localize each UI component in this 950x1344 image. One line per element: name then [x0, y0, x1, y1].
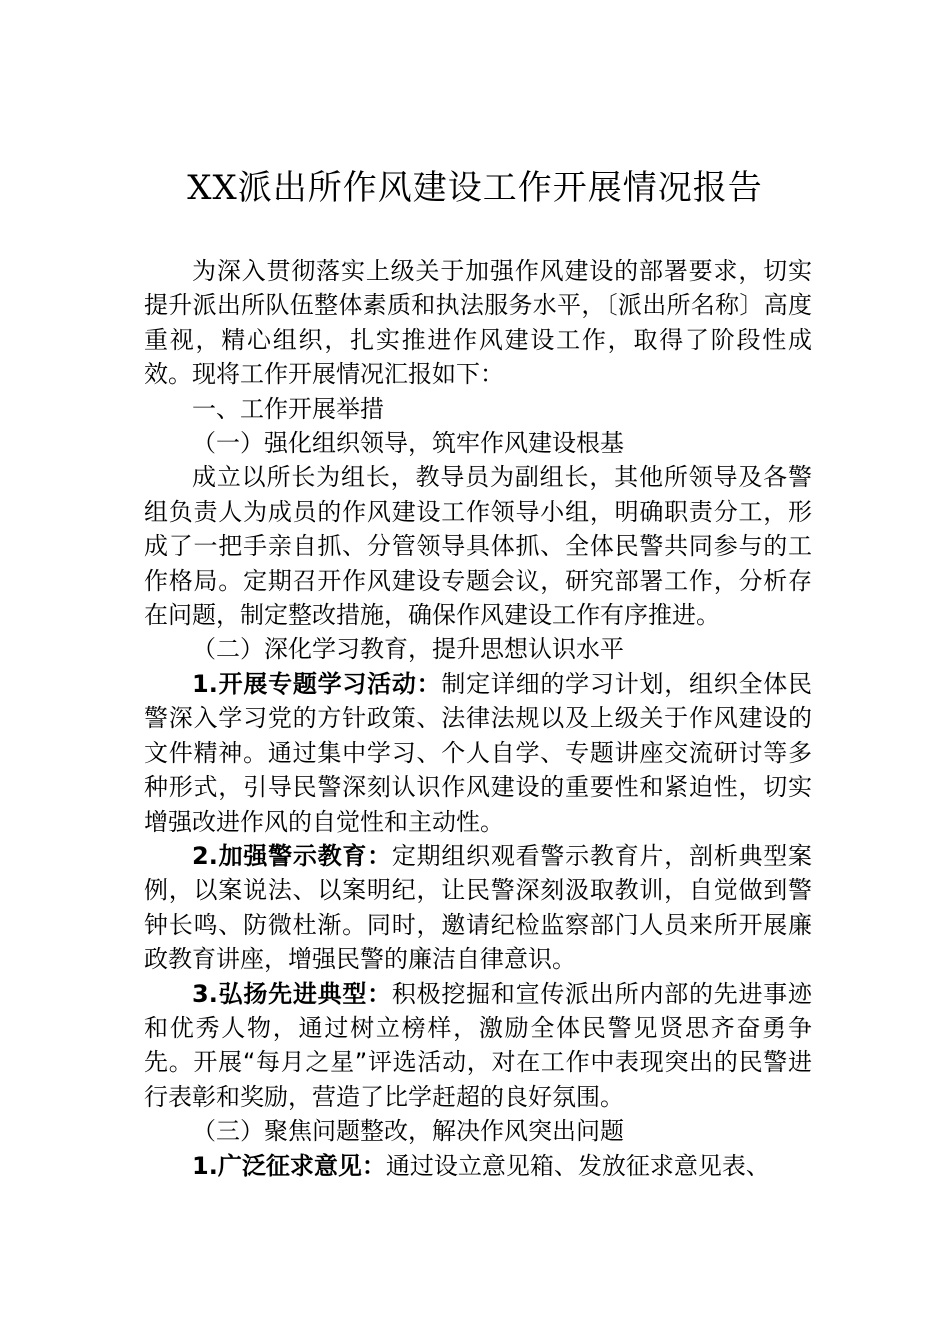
paragraph-lead: 3.弘扬先进典型：: [192, 979, 392, 1008]
heading-text: （一）强化组织领导，筑牢作风建设根基: [192, 429, 624, 458]
paragraph-text: 制定详细的学习计划，组织全体民警深入学习党的方针政策、法律法规以及上级关于作风建设的文件精神。通过集中学习、个人自学、专题讲座交流研讨等多种形式，引导民警深刻认识作风建设的重要性和紧迫性，切实增强改进作风的自觉性和主动性。: [144, 669, 812, 836]
numbered-paragraph: [144, 667, 812, 839]
numbered-paragraph: [144, 977, 812, 1115]
subsection-heading: [144, 426, 812, 460]
numbered-paragraph: [144, 1149, 812, 1183]
subsection-heading: [144, 632, 812, 666]
heading-text: （三）聚焦问题整改，解决作风突出问题: [192, 1117, 624, 1146]
paragraph-text: 定期组织观看警示教育片，剖析典型案例，以案说法、以案明纪，让民警深刻汲取教训，自觉做到警钟长鸣、防微杜渐。同时，邀请纪检监察部门人员来所开展廉政教育讲座，增强民警的廉洁自律意识。: [144, 841, 812, 974]
paragraph-text: 积极挖掘和宣传派出所内部的先进事迹和优秀人物，通过树立榜样，激励全体民警见贤思齐奋勇争先。开展“每月之星”评选活动，对在工作中表现突出的民警进行表彰和奖励，营造了比学赶超的良好氛围。: [144, 979, 812, 1111]
heading-text: （二）深化学习教育，提升思想认识水平: [192, 635, 624, 664]
numbered-paragraph: [144, 839, 812, 977]
paragraph-text: 通过设立意见箱、发放征求意见表、: [385, 1151, 770, 1180]
paragraph-lead: 2.加强警示教育：: [192, 841, 392, 870]
heading-text: 一、工作开展举措: [192, 394, 384, 423]
paragraph-text: 为深入贯彻落实上级关于加强作风建设的部署要求，切实提升派出所队伍整体素质和执法服务水平，〔派出所名称〕高度重视，精心组织，扎实推进作风建设工作，取得了阶段性成效。现将工作开展情况汇报如下：: [144, 257, 812, 389]
document-body: [144, 254, 812, 1183]
document-title: XX派出所作风建设工作开展情况报告: [187, 168, 763, 208]
intro-paragraph: [144, 254, 812, 392]
section-heading: [144, 392, 812, 426]
paragraph-lead: 1.广泛征求意见：: [192, 1151, 386, 1180]
paragraph-text: 成立以所长为组长，教导员为副组长，其他所领导及各警组负责人为成员的作风建设工作领导小组，明确职责分工，形成了一把手亲自抓、分管领导具体抓、全体民警共同参与的工作格局。定期召开作风建设专题会议，研究部署工作，分析存在问题，制定整改措施，确保作风建设工作有序推进。: [144, 463, 812, 630]
body-paragraph: [144, 460, 812, 632]
subsection-heading: [144, 1114, 812, 1148]
paragraph-lead: 1.开展专题学习活动：: [192, 669, 442, 698]
